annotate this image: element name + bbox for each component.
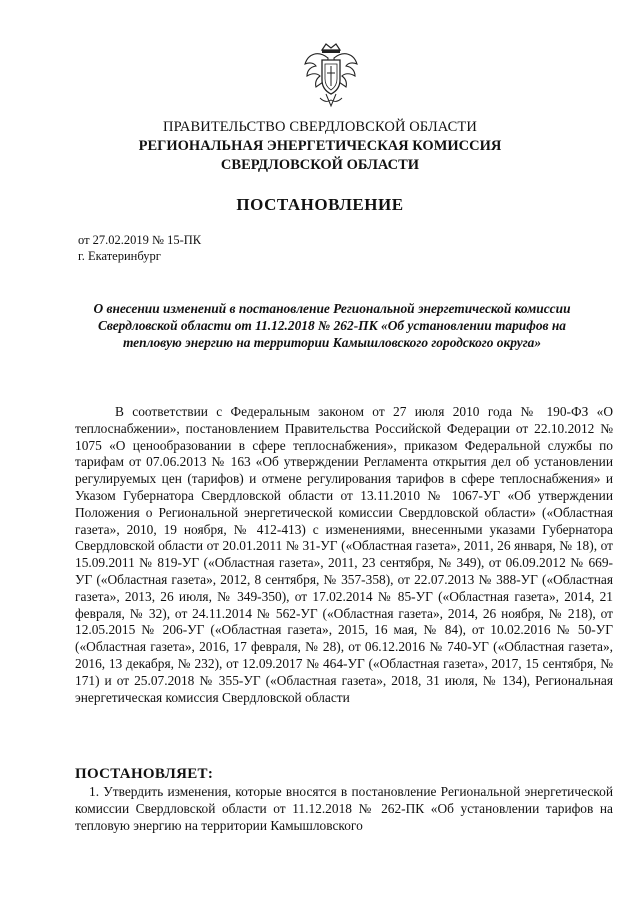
commission-name-line1: РЕГИОНАЛЬНАЯ ЭНЕРГЕТИЧЕСКАЯ КОМИССИЯ <box>138 138 502 154</box>
coat-of-arms-icon <box>302 40 360 110</box>
item-block <box>75 784 613 834</box>
preamble-block <box>75 404 613 706</box>
commission-name-line2: СВЕРДЛОВСКОЙ ОБЛАСТИ <box>220 157 420 173</box>
resolve-heading: ПОСТАНОВЛЯЕТ: <box>75 766 214 782</box>
government-name: ПРАВИТЕЛЬСТВО СВЕРДЛОВСКОЙ ОБЛАСТИ <box>163 119 477 135</box>
document-city: г. Екатеринбург <box>78 249 161 263</box>
document-title: ПОСТАНОВЛЕНИЕ <box>236 195 404 214</box>
document-date-number: от 27.02.2019 № 15-ПК <box>78 233 202 247</box>
document-subject: О внесении изменений в постановление Региональной энергетической комиссии Свердловской области от 11.12.2018 № 262-ПК «Об установлении тарифов на тепловую энергию на территории Камышловского городского округа» <box>93 301 571 350</box>
item-1-paragraph: 1. Утвердить изменения, которые вносятся в постановление Региональной энергетической комиссии Свердловской области от 11.12.2018 № 262-ПК «Об установлении тарифов на тепловую энергию на территории Камышловского <box>75 784 613 833</box>
preamble-paragraph: В соответствии с Федеральным законом от 27 июля 2010 года № 190-ФЗ «О теплоснабжении», постановлением Правительства Российской Федерации от 22.10.2012 № 1075 «О ценообразовании в сфере теплоснабжения», приказом Федеральной службы по тарифам от 07.06.2013 № 163 «Об утверждении Регламента открытия дел об установлении регулируемых цен (тарифов) и отмене регулирования тарифов в сфере теплоснабжения» и Указом Губернатора Свердловской области от 13.11.2010 № 1067-УГ «Об утверждении Положения о Региональной энергетической комиссии Свердловской области» («Областная газета», 2010, 19 ноября, № 412-413) с изменениями, внесенными указами Губернатора Свердловской области от 20.01.2011 № 31-УГ («Областная газета», 2011, 26 января, № 18), от 15.09.2011 № 819-УГ («Областная газета», 2011, 23 сентября, № 349), от 06.09.2012 № 669-УГ («Областная газета», 2012, 8 сентября, № 357-358), от 22.07.2013 № 388-УГ («Областная газета», 2013, 26 июля, № 349-350), от 17.02.2014 № 85-УГ («Областная газета», 2014, 21 февраля, № 32), от 24.11.2014 № 562-УГ («Областная газета», 2014, 26 ноября, № 218), от 12.05.2015 № 206-УГ («Областная газета», 2015, 16 мая, № 84), от 10.02.2016 № 50-УГ («Областная газета», 2016, 17 февраля, № 28), от 06.12.2016 № 740-УГ («Областная газета», 2016, 13 декабря, № 232), от 12.09.2017 № 464-УГ («Областная газета», 2017, 15 сентября, № 171) и от 25.07.2018 № 355-УГ («Областная газета», 2018, 31 июля, № 134), Региональная энергетическая комиссия Свердловской области <box>75 404 613 705</box>
